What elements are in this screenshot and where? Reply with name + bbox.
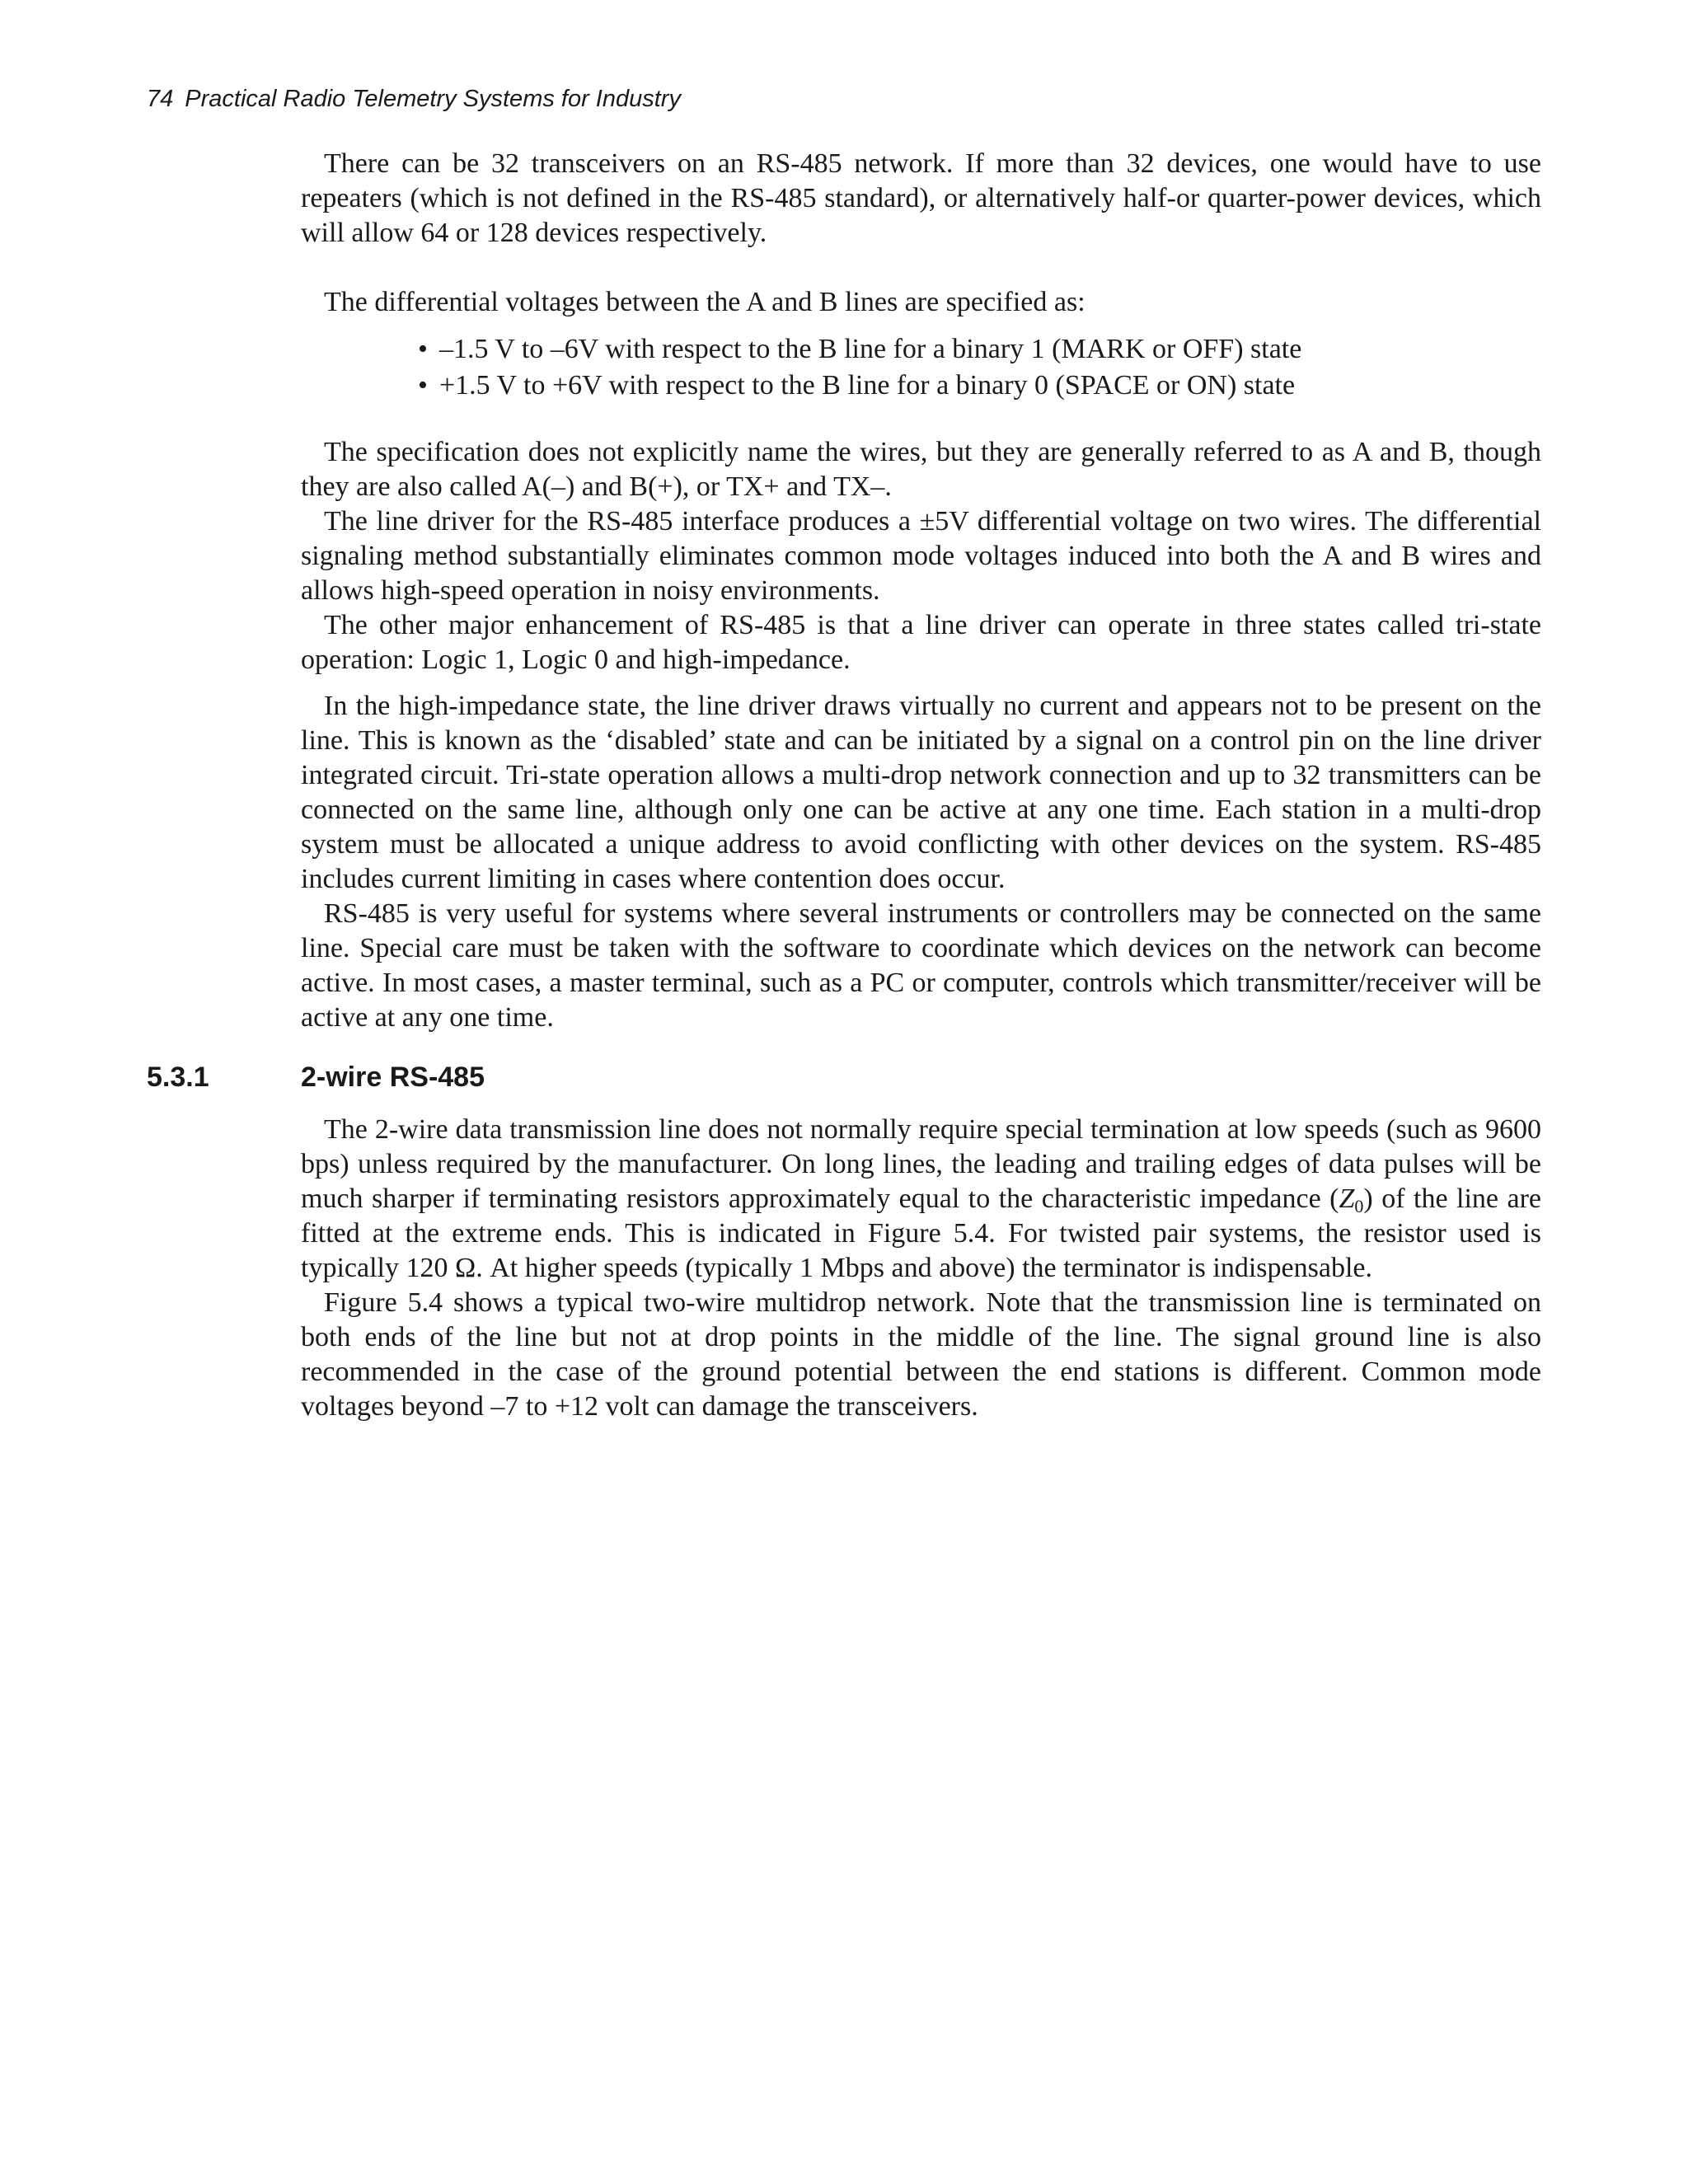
section-number: 5.3.1 [147, 1062, 209, 1093]
bullet-item-binary-0: • +1.5 V to +6V with respect to the B line for a binary 0 (SPACE or ON) state [418, 368, 1541, 404]
paragraph-termination [301, 1113, 1541, 1286]
termination-text-start: The 2-wire data transmission line does not normally require special termination at low speeds (such as 9600 bps) unless required by the manufacturer. On long lines, the leading and trailing edges of data pulses will be much sharper if terminating resistors approximately equal to the characteristic impedance ( [301, 1114, 1541, 1214]
impedance-symbol: Z [1339, 1183, 1355, 1214]
termination-text-end: ) of the line are fitted at the extreme ends. This is indicated in Figure 5.4. For twisted pair systems, the resistor used is typically 120 Ω. At higher speeds (typically 1 Mbps and above) the terminator is indispensable. [301, 1183, 1541, 1283]
book-title: Practical Radio Telemetry Systems for Industry [185, 86, 681, 112]
paragraph-line-driver: The line driver for the RS-485 interface produces a ±5V differential voltage on two wires. The differential signaling method substantially eliminates common mode voltages induced into both the A and B wires and allows high-speed operation in noisy environments. [301, 506, 1541, 606]
impedance-subscript: 0 [1354, 1196, 1364, 1216]
paragraph-high-impedance: In the high-impedance state, the line driver draws virtually no current and appears not to be present on the line. This is known as the ‘disabled’ state and can be initiated by a signal on a control pin on the line driver integrated circuit. Tri-state operation allows a multi-drop network connection and up to 32 transmitters can be connected on the same line, although only one can be active at any one time. Each station in a multi-drop system must be allocated a unique address to avoid conflicting with other devices on the system. RS-485 includes current limiting in cases where contention does occur. [301, 691, 1541, 894]
voltage-bullet-list [301, 331, 1541, 404]
paragraph-differential-intro: The differential voltages between the A and B lines are specified as: [324, 287, 1085, 317]
section-body-text [301, 1113, 1541, 1424]
paragraph-tri-state: The other major enhancement of RS-485 is that a line driver can operate in three states called tri-state operation: Logic 1, Logic 0 and high-impedance. [301, 610, 1541, 675]
page-number: 74 [147, 86, 174, 112]
section-title: 2-wire RS-485 [301, 1062, 485, 1093]
paragraph-transceivers: There can be 32 transceivers on an RS-485 network. If more than 32 devices, one would have to use repeaters (which is not defined in the RS-485 standard), or alternatively half-or quarter-power devices, which will allow 64 or 128 devices respectively. [301, 148, 1541, 248]
paragraph-wire-names: The specification does not explicitly name the wires, but they are generally referred to as A and B, though they are also called A(–) and B(+), or TX+ and TX–. [301, 437, 1541, 502]
running-header [147, 84, 681, 114]
body-text [301, 147, 1541, 1035]
paragraph-multidrop-network: Figure 5.4 shows a typical two-wire multidrop network. Note that the transmission line is terminated on both ends of the line but not at drop points in the middle of the line. The signal ground line is also recommended in the case of the ground potential between the end stations is different. Common mode voltages beyond –7 to +12 volt can damage the transceivers. [301, 1287, 1541, 1422]
paragraph-rs485-usefulness: RS-485 is very useful for systems where several instruments or controllers may be connected on the same line. Special care must be taken with the software to coordinate which devices on the network can become active. In most cases, a master terminal, such as a PC or computer, controls which transmitter/receiver will be active at any one time. [301, 898, 1541, 1033]
section-heading [147, 1060, 485, 1094]
bullet-item-binary-1: • –1.5 V to –6V with respect to the B line for a binary 1 (MARK or OFF) state [418, 331, 1541, 368]
